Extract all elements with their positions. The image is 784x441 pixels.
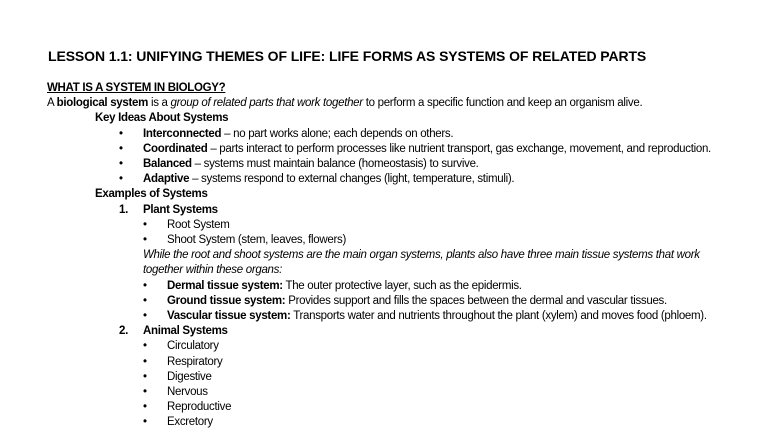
animal-system-item xyxy=(47,370,777,385)
tissue-note-line-2: together within these organs: xyxy=(143,264,282,277)
key-idea-desc: – systems must maintain balance (homeostasis) to survive. xyxy=(191,158,479,171)
section-heading: WHAT IS A SYSTEM IN BIOLOGY? xyxy=(47,82,226,94)
intro-text-3: to perform a specific function and keep an organism alive. xyxy=(362,97,643,110)
bullet-icon: • xyxy=(143,279,147,292)
tissue-system-term: Vascular tissue system: xyxy=(167,310,291,323)
bullet-icon: • xyxy=(143,234,147,247)
bullet-icon: • xyxy=(143,386,147,399)
bullet-icon: • xyxy=(143,401,147,414)
animal-system-text: Respiratory xyxy=(167,355,223,368)
tissue-system-item xyxy=(47,294,777,309)
intro-italic-phrase: group of related parts that work together xyxy=(170,97,363,110)
lesson-body xyxy=(47,81,777,431)
plant-systems-label: Plant Systems xyxy=(143,203,218,216)
bullet-icon: • xyxy=(143,355,147,368)
key-idea-term: Balanced xyxy=(143,158,192,171)
tissue-system-item xyxy=(47,309,777,324)
bullet-icon: • xyxy=(143,416,147,429)
intro-bold-term: biological system xyxy=(56,97,149,110)
tissue-system-desc: The outer protective layer, such as the epidermis. xyxy=(282,279,522,292)
bullet-icon: • xyxy=(119,142,123,155)
animal-system-item xyxy=(47,355,777,370)
animal-systems-heading xyxy=(47,324,777,339)
animal-system-text: Circulatory xyxy=(167,340,219,353)
animal-systems-label: Animal Systems xyxy=(143,325,228,338)
tissue-system-term: Dermal tissue system: xyxy=(167,279,283,292)
bullet-icon: • xyxy=(119,158,123,171)
bullet-icon: • xyxy=(143,370,147,383)
bullet-icon: • xyxy=(143,218,147,231)
examples-heading: Examples of Systems xyxy=(95,188,208,201)
bullet-icon: • xyxy=(143,310,147,323)
animal-system-item xyxy=(47,339,777,354)
tissue-system-term: Ground tissue system: xyxy=(167,294,286,307)
animal-system-text: Digestive xyxy=(167,370,212,383)
plant-system-text: Shoot System (stem, leaves, flowers) xyxy=(167,234,347,247)
key-idea-term: Adaptive xyxy=(143,173,190,186)
tissue-system-desc: Provides support and fills the spaces between the dermal and vascular tissues. xyxy=(285,294,667,307)
plant-system-text: Root System xyxy=(167,218,230,231)
animal-system-text: Reproductive xyxy=(167,401,232,414)
list-number: 2. xyxy=(119,325,128,338)
key-idea-term: Interconnected xyxy=(143,127,222,140)
animal-system-text: Nervous xyxy=(167,386,208,399)
key-idea-item xyxy=(47,172,777,187)
plant-systems-heading xyxy=(47,203,777,218)
animal-system-item xyxy=(47,400,777,415)
tissue-system-desc: Transports water and nutrients throughout the plant (xylem) and moves food (phloem). xyxy=(290,310,707,323)
animal-system-item xyxy=(47,415,777,430)
bullet-icon: • xyxy=(143,340,147,353)
lesson-title: LESSON 1.1: UNIFYING THEMES OF LIFE: LIFE FORMS AS SYSTEMS OF RELATED PARTS xyxy=(48,48,647,64)
bullet-icon: • xyxy=(119,173,123,186)
tissue-system-item xyxy=(47,279,777,294)
list-number: 1. xyxy=(119,203,128,216)
key-idea-term: Coordinated xyxy=(143,142,208,155)
key-idea-item xyxy=(47,142,777,157)
bullet-icon: • xyxy=(143,294,147,307)
plant-system-item xyxy=(47,218,777,233)
key-idea-desc: – systems respond to external changes (light, temperature, stimuli). xyxy=(189,173,515,186)
key-idea-item xyxy=(47,157,777,172)
key-idea-item xyxy=(47,127,777,142)
tissue-note-line-1: While the root and shoot systems are the main organ systems, plants also have three main tissue systems that work xyxy=(143,249,700,262)
key-idea-desc: – no part works alone; each depends on others. xyxy=(221,127,454,140)
key-ideas-heading: Key Ideas About Systems xyxy=(95,112,229,125)
intro-text-2: is a xyxy=(148,97,171,110)
key-idea-desc: – parts interact to perform processes like nutrient transport, gas exchange, movement, and reproduction. xyxy=(207,142,711,155)
intro-text-1: A xyxy=(47,97,57,110)
animal-system-item xyxy=(47,385,777,400)
bullet-icon: • xyxy=(119,127,123,140)
plant-system-item xyxy=(47,233,777,248)
intro-paragraph xyxy=(47,96,777,111)
animal-system-text: Excretory xyxy=(167,416,213,429)
